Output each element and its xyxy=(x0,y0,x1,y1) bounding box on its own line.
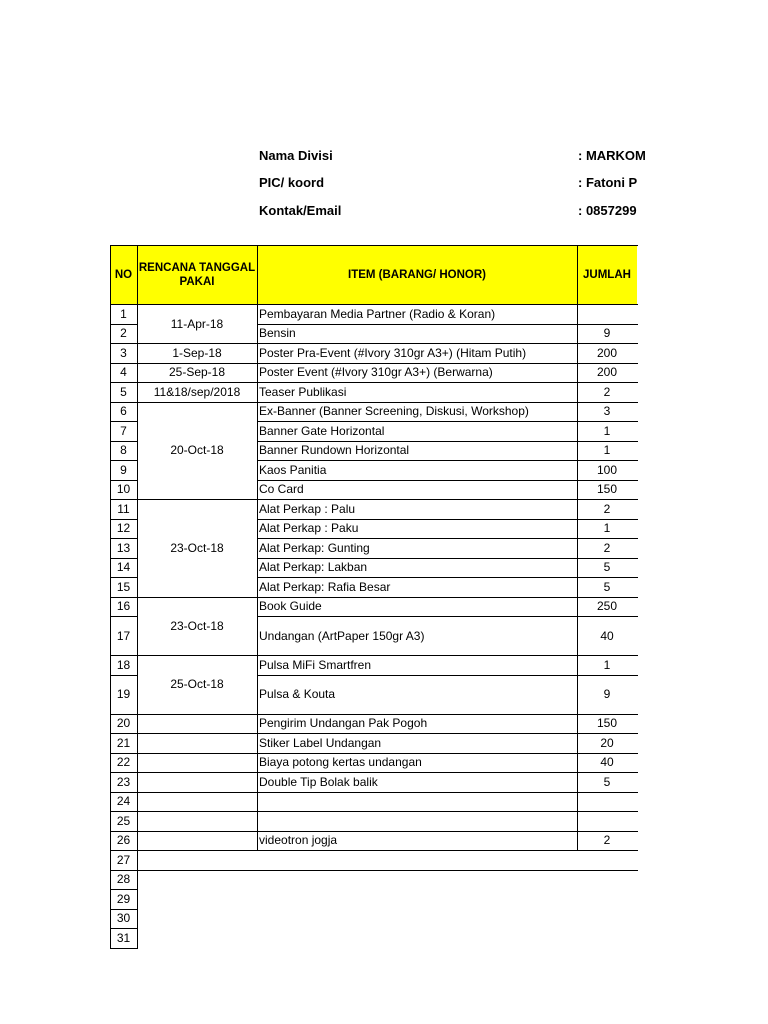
row-no: 8 xyxy=(120,443,127,458)
row-border xyxy=(257,363,638,364)
row-jumlah: 1 xyxy=(603,657,611,672)
row-border xyxy=(257,324,638,325)
row-no: 10 xyxy=(116,482,131,497)
row-no: 2 xyxy=(120,326,127,341)
row-no: 16 xyxy=(116,599,131,614)
row-border xyxy=(110,948,138,949)
row-tanggal: 23-Oct-18 xyxy=(170,618,224,633)
row-jumlah: 40 xyxy=(600,755,614,770)
row-jumlah: 150 xyxy=(596,482,618,497)
row-border xyxy=(257,343,638,344)
row-no: 20 xyxy=(116,716,131,731)
row-no: 7 xyxy=(120,423,127,438)
header-col-border xyxy=(257,245,258,305)
row-item: Kaos Panitia xyxy=(259,462,327,477)
row-border xyxy=(257,382,638,383)
row-item xyxy=(257,811,577,831)
row-border xyxy=(257,772,638,773)
row-jumlah: 5 xyxy=(603,560,611,575)
row-tanggal: 20-Oct-18 xyxy=(170,443,224,458)
row-tanggal: 23-Oct-18 xyxy=(170,540,224,555)
row-no: 12 xyxy=(116,521,131,536)
row-item: Ex-Banner (Banner Screening, Diskusi, Workshop) xyxy=(259,404,529,419)
row-tanggal: 25-Oct-18 xyxy=(170,677,224,692)
header-col-border xyxy=(110,245,111,305)
row-no: 29 xyxy=(116,891,131,906)
row-jumlah: 2 xyxy=(603,384,611,399)
label-kontak-email: Kontak/Email xyxy=(259,203,342,218)
header-col-border xyxy=(137,245,138,305)
row-border xyxy=(257,733,638,734)
row-tanggal: 1-Sep-18 xyxy=(172,345,222,360)
date-group-border xyxy=(137,850,258,851)
row-jumlah: 200 xyxy=(596,365,618,380)
row-border xyxy=(257,616,638,617)
row-item: Pulsa & Kouta xyxy=(259,687,336,701)
row-jumlah: 100 xyxy=(596,462,618,477)
value-kontak-email: : 0857299 xyxy=(578,203,637,218)
row-border xyxy=(257,519,638,520)
row-item: Double Tip Bolak balik xyxy=(259,774,378,789)
row-item: Alat Perkap: Lakban xyxy=(259,560,368,575)
row-item: Poster Event (#Ivory 310gr A3+) (Berwarna) xyxy=(259,365,493,380)
row-jumlah: 1 xyxy=(603,521,611,536)
row-jumlah: 250 xyxy=(596,599,618,614)
row-jumlah: 1 xyxy=(603,423,611,438)
col-border-item xyxy=(577,304,578,851)
row-no: 22 xyxy=(116,755,131,770)
row-item: Pengirim Undangan Pak Pogoh xyxy=(259,716,428,731)
row-border xyxy=(257,597,638,598)
value-nama-divisi: : MARKOM xyxy=(578,148,646,163)
row-item: Co Card xyxy=(259,482,304,497)
row-no: 15 xyxy=(116,579,131,594)
row-no: 26 xyxy=(116,833,131,848)
row-tanggal xyxy=(137,772,257,792)
row-border xyxy=(257,499,638,500)
row-jumlah xyxy=(577,304,637,324)
row-no: 28 xyxy=(116,872,131,887)
row-item: Teaser Publikasi xyxy=(259,384,347,399)
row-item: Banner Rundown Horizontal xyxy=(259,443,410,458)
row-no: 17 xyxy=(116,628,131,643)
header-no: NO xyxy=(114,268,133,281)
row-tanggal xyxy=(137,733,257,753)
row-item: Alat Perkap : Paku xyxy=(259,521,359,536)
row-no: 6 xyxy=(120,404,127,419)
row-border xyxy=(257,714,638,715)
row-no: 13 xyxy=(116,540,131,555)
row-border xyxy=(257,558,638,559)
row-border xyxy=(257,831,638,832)
row-tanggal xyxy=(137,831,257,851)
row-no: 4 xyxy=(120,365,127,380)
row-no: 30 xyxy=(116,911,131,926)
row-item: Bensin xyxy=(259,326,296,341)
row-jumlah: 5 xyxy=(603,774,611,789)
row-item xyxy=(257,792,577,812)
row-item: Alat Perkap: Gunting xyxy=(259,540,370,555)
value-pic-koord: : Fatoni P xyxy=(578,175,638,190)
row-item: Biaya potong kertas undangan xyxy=(259,755,422,770)
row-item: Pulsa MiFi Smartfren xyxy=(259,657,372,672)
row-jumlah: 40 xyxy=(600,628,614,643)
header-top-border xyxy=(110,245,638,246)
row-no: 31 xyxy=(116,930,131,945)
row-border xyxy=(257,480,638,481)
row-border xyxy=(257,577,638,578)
row-no: 27 xyxy=(116,852,131,867)
row-item: Alat Perkap : Palu xyxy=(259,501,356,516)
row-border xyxy=(257,421,638,422)
row-no: 14 xyxy=(116,560,131,575)
row-jumlah: 1 xyxy=(603,443,611,458)
row-border xyxy=(257,441,638,442)
row-item: Pembayaran Media Partner (Radio & Koran) xyxy=(259,306,496,321)
row-item: videotron jogja xyxy=(259,833,338,848)
row-border xyxy=(257,850,638,851)
row-border xyxy=(257,655,638,656)
row-no: 25 xyxy=(116,813,131,828)
row-tanggal xyxy=(137,811,257,831)
row-jumlah xyxy=(577,811,637,831)
label-nama-divisi: Nama Divisi xyxy=(259,148,333,163)
row-tanggal xyxy=(137,714,257,734)
row-jumlah: 150 xyxy=(596,716,618,731)
row-border xyxy=(257,402,638,403)
row-border xyxy=(257,811,638,812)
row-no: 18 xyxy=(116,657,131,672)
row-no: 24 xyxy=(116,794,131,809)
row-jumlah: 9 xyxy=(603,326,611,341)
row-tanggal xyxy=(137,753,257,773)
row-tanggal: 11&18/sep/2018 xyxy=(153,384,241,399)
label-pic-koord: PIC/ koord xyxy=(259,175,325,190)
row-item: Book Guide xyxy=(259,599,322,614)
row-border xyxy=(257,753,638,754)
row-item: Alat Perkap: Rafia Besar xyxy=(259,579,391,594)
row-jumlah: 20 xyxy=(600,735,614,750)
row-no: 5 xyxy=(120,384,127,399)
row-item: Banner Gate Horizontal xyxy=(259,423,385,438)
header-item: ITEM (BARANG/ HONOR) xyxy=(348,268,486,281)
row-item: Undangan (ArtPaper 150gr A3) xyxy=(259,628,425,643)
row-jumlah: 2 xyxy=(603,501,611,516)
row-border xyxy=(257,460,638,461)
row-border xyxy=(257,792,638,793)
row-jumlah xyxy=(577,792,637,812)
header-col-border xyxy=(577,245,578,305)
row-border xyxy=(257,538,638,539)
header-jumlah: JUMLAH xyxy=(583,268,631,281)
row-jumlah: 200 xyxy=(596,345,618,360)
row-no: 21 xyxy=(116,735,131,750)
row-border xyxy=(137,870,638,871)
row-no: 11 xyxy=(117,501,130,516)
row-tanggal xyxy=(137,792,257,812)
row-no: 19 xyxy=(116,687,131,701)
row-no: 23 xyxy=(116,774,131,789)
row-jumlah: 5 xyxy=(603,579,611,594)
table-left-border xyxy=(110,304,111,949)
row-item: Stiker Label Undangan xyxy=(259,735,382,750)
row-tanggal: 11-Apr-18 xyxy=(170,316,224,331)
row-no: 3 xyxy=(120,345,127,360)
row-no: 9 xyxy=(120,462,127,477)
row-jumlah: 2 xyxy=(603,833,611,848)
row-jumlah: 9 xyxy=(603,687,611,701)
row-border xyxy=(257,675,638,676)
header-rencana-tanggal: RENCANA TANGGAL PAKAI xyxy=(138,261,256,288)
col-border-tanggal xyxy=(257,304,258,851)
col-border-no xyxy=(137,304,138,949)
row-no: 1 xyxy=(120,306,127,321)
row-jumlah: 2 xyxy=(603,540,611,555)
row-item: Poster Pra-Event (#Ivory 310gr A3+) (Hitam Putih) xyxy=(259,345,527,360)
row-tanggal: 25-Sep-18 xyxy=(168,365,226,380)
row-jumlah: 3 xyxy=(603,404,611,419)
